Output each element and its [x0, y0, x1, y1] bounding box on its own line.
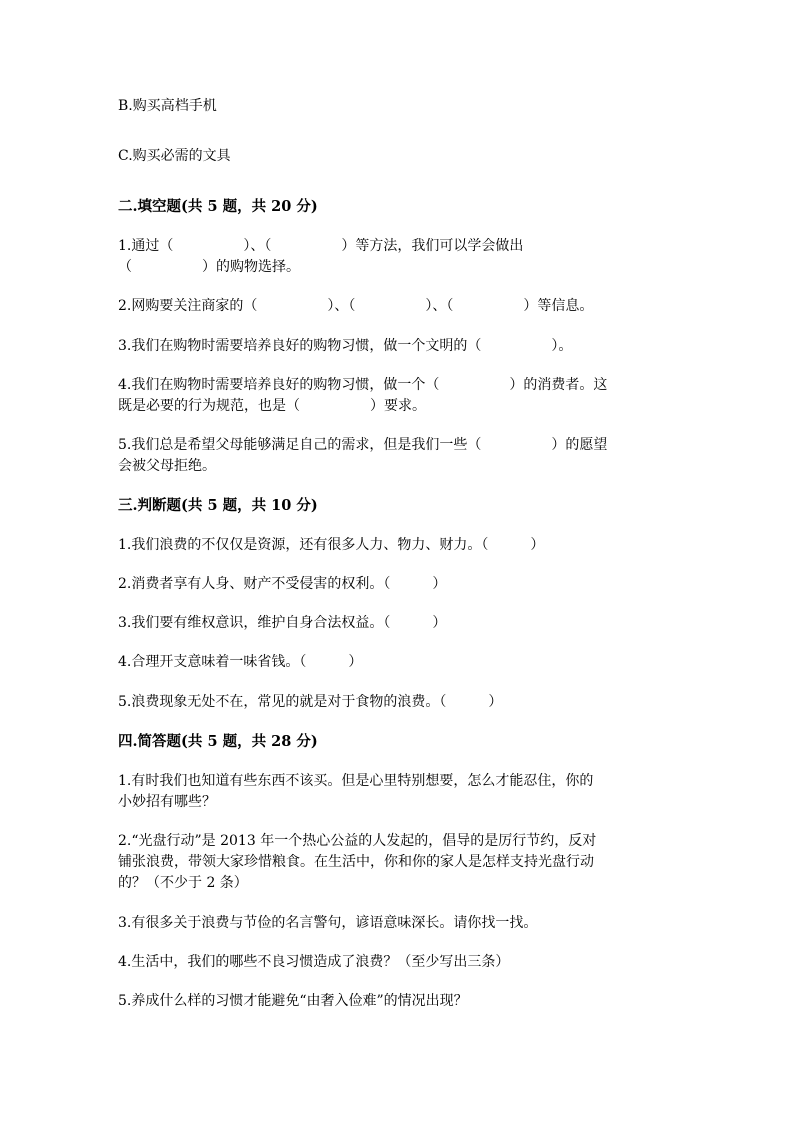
option-c: C.购买必需的文具 [118, 148, 231, 164]
judge-question-5: 5.浪费现象无处不在，常见的就是对于食物的浪费。（ ） [118, 694, 503, 710]
fill-question-2: 2.网购要关注商家的（ ）、（ ）、（ ）等信息。 [118, 298, 594, 314]
fill-question-3: 3.我们在购物时需要培养良好的购物习惯，做一个文明的（ ）。 [118, 338, 573, 354]
short-question-2-line-3: 的？（不少于 2 条） [118, 875, 248, 891]
short-question-2-line-2: 铺张浪费，带领大家珍惜粮食。在生活中，你和你的家人是怎样支持光盘行动 [118, 854, 594, 870]
fill-question-1-line-2: （ ）的购物选择。 [118, 259, 300, 275]
short-question-4: 4.生活中，我们的哪些不良习惯造成了浪费？（至少写出三条） [118, 954, 510, 970]
short-question-5: 5.养成什么样的习惯才能避免“由奢入俭难”的情况出现？ [118, 993, 468, 1009]
short-question-3: 3.有很多关于浪费与节俭的名言警句，谚语意味深长。请你找一找。 [118, 915, 538, 931]
judge-question-3: 3.我们要有维权意识，维护自身合法权益。（ ） [118, 615, 447, 631]
judge-question-4: 4.合理开支意味着一味省钱。（ ） [118, 654, 363, 670]
fill-question-5-line-1: 5.我们总是希望父母能够满足自己的需求，但是我们一些（ ）的愿望 [118, 437, 608, 453]
short-question-1-line-2: 小妙招有哪些？ [118, 794, 216, 810]
judge-question-1: 1.我们浪费的不仅仅是资源，还有很多人力、物力、财力。（ ） [118, 537, 545, 553]
fill-question-4-line-1: 4.我们在购物时需要培养良好的购物习惯，做一个（ ）的消费者。这 [118, 377, 608, 393]
short-question-1-line-1: 1.有时我们也知道有些东西不该买。但是心里特别想要，怎么才能忍住，你的 [118, 773, 594, 789]
judge-question-2: 2.消费者享有人身、财产不受侵害的权利。（ ） [118, 576, 447, 592]
section-fill-blank-title: 二.填空题(共 5 题，共 20 分) [118, 198, 318, 215]
short-question-2-line-1: 2.“光盘行动”是 2013 年一个热心公益的人发起的，倡导的是厉行节约，反对 [118, 833, 597, 849]
fill-question-4-line-2: 既是必要的行为规范，也是（ ）要求。 [118, 398, 426, 414]
section-true-false-title: 三.判断题(共 5 题，共 10 分) [118, 497, 318, 514]
option-b: B.购买高档手机 [118, 98, 217, 114]
section-short-answer-title: 四.简答题(共 5 题，共 28 分) [118, 733, 318, 750]
fill-question-1-line-1: 1.通过（ ）、（ ）等方法，我们可以学会做出 [118, 238, 524, 254]
fill-question-5-line-2: 会被父母拒绝。 [118, 458, 216, 474]
